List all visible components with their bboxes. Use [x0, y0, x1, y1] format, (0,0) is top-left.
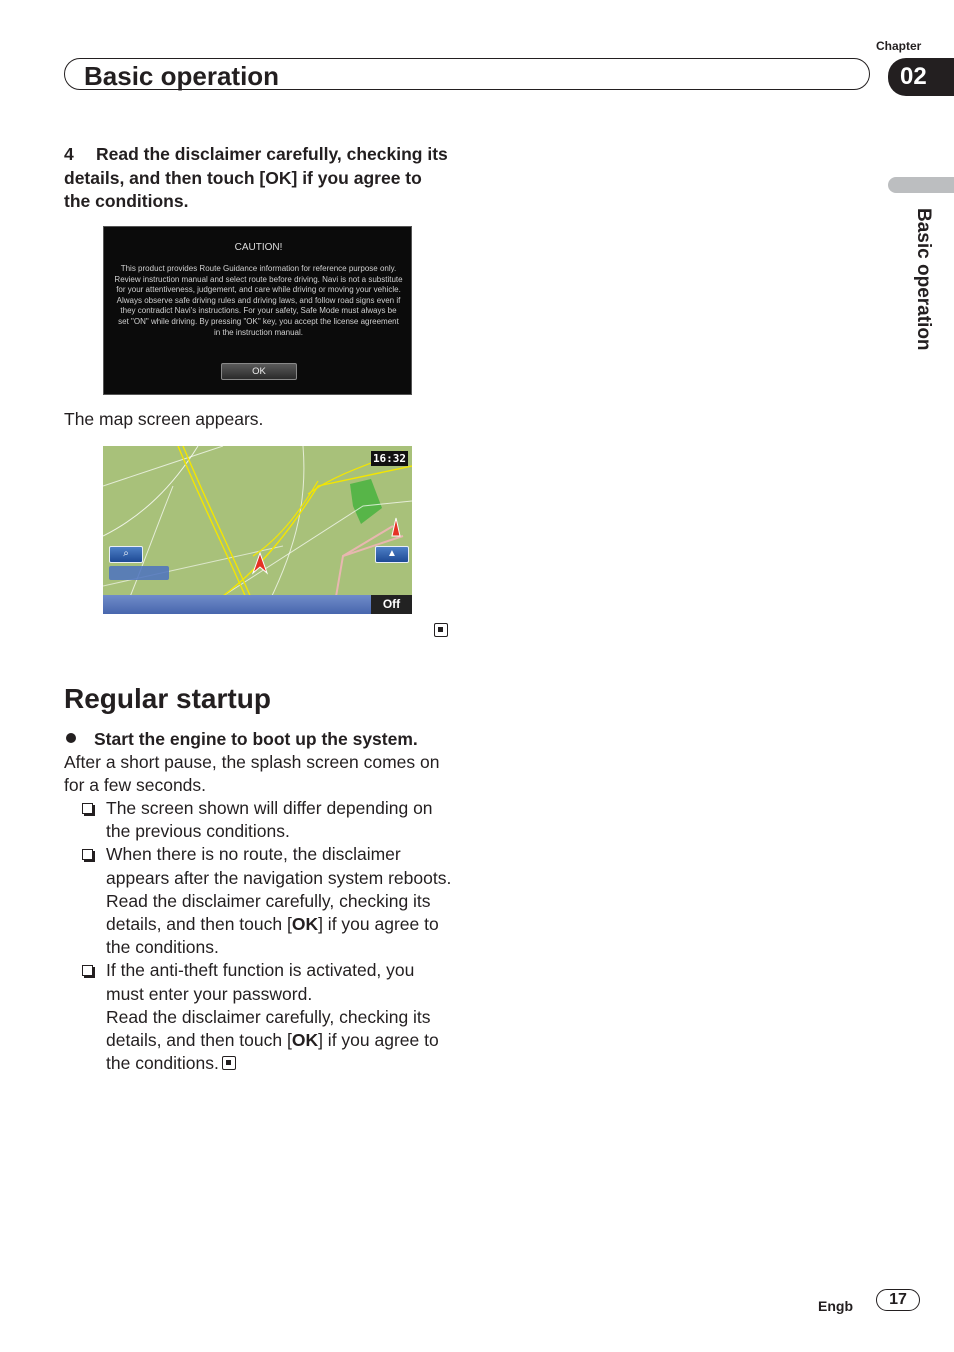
section-title: Basic operation — [84, 61, 280, 91]
map-screen — [103, 446, 412, 614]
note-text: When there is no route, the disclaimer appears after the navigation system reboots. — [106, 844, 452, 888]
note-follow-text — [106, 1006, 452, 1076]
caution-title: CAUTION! — [234, 242, 283, 253]
map-off-button[interactable]: Off — [371, 595, 412, 614]
step-number: 4 — [64, 144, 74, 164]
note-follow-text — [106, 890, 452, 960]
note-follow-pre: Read the disclaimer carefully, checking its details, and then touch [ — [106, 890, 431, 935]
page-number: 17 — [876, 1289, 920, 1311]
startup-notes — [82, 797, 452, 1075]
note-icon — [82, 849, 93, 860]
section-end-mark — [434, 623, 448, 637]
caution-ok-button[interactable]: OK — [221, 363, 297, 380]
caution-screen — [103, 226, 412, 395]
note-icon — [82, 803, 93, 814]
side-tab-label: Basic operation — [913, 208, 934, 351]
map-caption: The map screen appears. — [64, 409, 264, 429]
note-follow-post: ] if you agree to the conditions. — [106, 1030, 439, 1074]
bullet-dot — [66, 733, 76, 743]
map-menu-button[interactable]: ▲ — [375, 546, 409, 563]
note-item — [82, 797, 452, 843]
map-clock: 16:32 — [372, 452, 407, 465]
startup-intro: After a short pause, the splash screen comes on for a few seconds. — [64, 752, 440, 796]
section-end-mark — [222, 1056, 236, 1070]
note-follow-bold: OK — [291, 914, 319, 935]
step-instruction — [64, 143, 449, 214]
note-item — [82, 959, 452, 1075]
side-tab-bar — [888, 177, 954, 193]
caution-body: This product provides Route Guidance information for reference purpose only. Review instruction manual and select route before driving. Navi is not a substitute for your attentiveness, judgement, and care while driving or moving your vehicle. Always observe safe driving rules and driving laws, and follow road signs even if they contradict Navi's instructions. For your safety, Safe Mode must always be set "ON" while driving. By pressing "OK" key, you accept the license agreement in the instruction manual. — [114, 264, 403, 337]
regular-startup-heading: Regular startup — [64, 683, 271, 714]
map-roads — [103, 446, 412, 614]
note-text: If the anti-theft function is activated, you must enter your password. — [106, 960, 415, 1004]
bullet-text: Start the engine to boot up the system. — [94, 729, 418, 749]
map-bottom-bar — [103, 595, 412, 614]
step-text: Read the disclaimer carefully, checking its details, and then touch [OK] if you agree to the conditions. — [64, 144, 448, 211]
footer-language: Engb — [818, 1298, 853, 1314]
note-item — [82, 843, 452, 959]
startup-bullet — [64, 728, 418, 751]
map-search-button[interactable]: ⌕ — [109, 546, 143, 563]
note-text: The screen shown will differ depending on the previous conditions. — [106, 798, 433, 842]
chapter-label: Chapter — [876, 39, 922, 53]
note-follow-post: ] if you agree to the conditions. — [106, 914, 439, 958]
note-follow-pre: Read the disclaimer carefully, checking its details, and then touch [ — [106, 1006, 431, 1051]
note-follow-bold: OK — [291, 1030, 319, 1051]
note-icon — [82, 965, 93, 976]
chapter-number-tab: 02 — [888, 58, 954, 96]
